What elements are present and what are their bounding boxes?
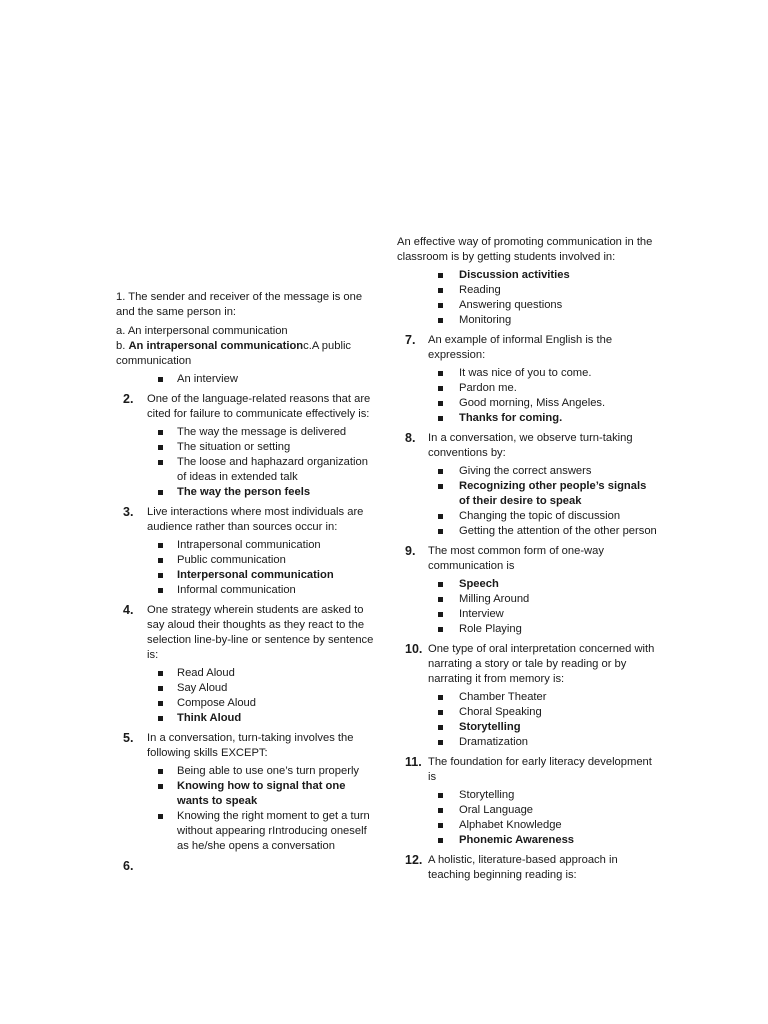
option-text: Giving the correct answers [459, 465, 592, 477]
question-text: In a conversation, we observe turn-taking conventions by: [428, 432, 633, 459]
option-item [397, 283, 659, 298]
question-7 [397, 333, 659, 426]
square-bullet-icon [116, 666, 177, 681]
square-bullet-icon [116, 696, 177, 711]
option-item [116, 568, 378, 583]
square-bullet-icon [397, 705, 459, 720]
option-text: It was nice of you to come. [459, 367, 592, 379]
question-text: One type of oral interpretation concerned with narrating a story or tale by reading or by narrating it from memory is: [428, 643, 655, 685]
question-options [116, 425, 378, 500]
option-item [397, 366, 659, 381]
question-row [397, 755, 659, 785]
question-text: One strategy wherein students are asked to say aloud their thoughts as they react to the selection line-by-line or sentence by sentence is: [147, 604, 374, 661]
option-item [116, 666, 378, 681]
square-bullet-icon [116, 425, 177, 440]
question-1-option-a: a. An interpersonal communication [116, 325, 288, 337]
option-item [116, 711, 378, 726]
option-b-rest: c.A public communication [116, 340, 352, 367]
question-row [397, 333, 659, 363]
question-10 [397, 642, 659, 750]
option-text: Alphabet Knowledge [459, 819, 562, 831]
option-item [397, 509, 659, 524]
square-bullet-icon [397, 298, 459, 313]
option-item [116, 485, 378, 500]
option-text: Phonemic Awareness [459, 834, 575, 846]
square-bullet-icon [116, 538, 177, 553]
intro-question-options [397, 268, 659, 328]
option-text: Reading [459, 284, 501, 296]
square-bullet-icon [116, 485, 177, 500]
question-text: A holistic, literature-based approach in teaching beginning reading is: [428, 854, 618, 881]
option-item [116, 372, 378, 387]
question-row [397, 431, 659, 461]
square-bullet-icon [116, 455, 177, 485]
option-item [116, 696, 378, 711]
option-item [397, 396, 659, 411]
option-text: Storytelling [459, 789, 515, 801]
question-options [397, 788, 659, 848]
question-number: 8. [405, 431, 416, 445]
option-text: Discussion activities [459, 269, 570, 281]
option-text: The loose and haphazard organization of ideas in extended talk [177, 456, 368, 483]
question-row [397, 853, 659, 883]
square-bullet-icon [397, 690, 459, 705]
question-2 [116, 392, 378, 500]
option-item [397, 803, 659, 818]
option-item [397, 788, 659, 803]
question-number: 12. [405, 853, 423, 867]
option-text: Changing the topic of discussion [459, 510, 621, 522]
option-text: Pardon me. [459, 382, 517, 394]
option-item [397, 381, 659, 396]
option-item [397, 411, 659, 426]
square-bullet-icon [397, 788, 459, 803]
option-text: Chamber Theater [459, 691, 547, 703]
question-number: 7. [405, 333, 416, 347]
square-bullet-icon [116, 568, 177, 583]
option-item [397, 479, 659, 509]
option-text: Think Aloud [177, 712, 242, 724]
option-text: Recognizing other people’s signals of their desire to speak [459, 480, 647, 507]
square-bullet-icon [397, 396, 459, 411]
question-options [397, 577, 659, 637]
option-item [397, 720, 659, 735]
option-text: Being able to use one’s turn properly [177, 765, 360, 777]
option-item [397, 607, 659, 622]
question-5 [116, 731, 378, 854]
option-text: An interview [177, 373, 238, 385]
question-12 [397, 853, 659, 883]
square-bullet-icon [397, 833, 459, 848]
option-text: Knowing the right moment to get a turn without appearing rIntroducing oneself as he/she opens a conversation [177, 810, 370, 852]
question-number: 5. [123, 731, 134, 745]
option-text: Choral Speaking [459, 706, 542, 718]
option-item [397, 735, 659, 750]
question-options [397, 464, 659, 539]
square-bullet-icon [397, 366, 459, 381]
option-text: Oral Language [459, 804, 534, 816]
option-item [116, 809, 378, 854]
square-bullet-icon [116, 553, 177, 568]
option-item [397, 705, 659, 720]
question-number: 6. [123, 859, 134, 873]
option-item [116, 764, 378, 779]
option-item [397, 268, 659, 283]
option-text: Dramatization [459, 736, 529, 748]
option-text: Thanks for coming. [459, 412, 563, 424]
square-bullet-icon [116, 809, 177, 854]
option-text: Intrapersonal communication [177, 539, 321, 551]
question-number: 11. [405, 755, 422, 769]
square-bullet-icon [397, 577, 459, 592]
option-text: Role Playing [459, 623, 522, 635]
option-item [397, 818, 659, 833]
question-text: The most common form of one-way communication is [428, 545, 604, 572]
question-text: One of the language-related reasons that are cited for failure to communicate effectively is: [147, 393, 371, 420]
question-row [116, 392, 378, 422]
question-1 [116, 290, 378, 387]
option-text: The situation or setting [177, 441, 291, 453]
question-8 [397, 431, 659, 539]
square-bullet-icon [397, 464, 459, 479]
square-bullet-icon [116, 711, 177, 726]
square-bullet-icon [397, 818, 459, 833]
question-6 [116, 859, 378, 874]
square-bullet-icon [397, 381, 459, 396]
square-bullet-icon [397, 607, 459, 622]
square-bullet-icon [116, 681, 177, 696]
question-number: 10. [405, 642, 423, 656]
question-text: An example of informal English is the expression: [428, 334, 613, 361]
right-question-list [397, 333, 659, 883]
option-item [397, 577, 659, 592]
square-bullet-icon [397, 283, 459, 298]
option-text: The way the person feels [177, 486, 311, 498]
option-text: Speech [459, 578, 499, 590]
question-row [116, 505, 378, 535]
question-text [147, 859, 378, 874]
square-bullet-icon [397, 268, 459, 283]
square-bullet-icon [397, 735, 459, 750]
option-item [116, 440, 378, 455]
left-question-list [116, 392, 378, 874]
option-b-answer: An intrapersonal communication [128, 340, 304, 352]
option-item [116, 538, 378, 553]
option-item [116, 425, 378, 440]
option-item [397, 313, 659, 328]
question-row [116, 731, 378, 761]
question-options [116, 538, 378, 598]
question-text: The foundation for early literacy development is [428, 756, 652, 783]
option-text: Milling Around [459, 593, 530, 605]
square-bullet-icon [397, 479, 459, 509]
option-text: Informal communication [177, 584, 296, 596]
left-column [116, 290, 378, 874]
square-bullet-icon [397, 524, 459, 539]
question-1-option-b [116, 339, 378, 369]
question-number: 4. [123, 603, 134, 617]
square-bullet-icon [116, 779, 177, 809]
question-number: 9. [405, 544, 416, 558]
option-text: The way the message is delivered [177, 426, 347, 438]
question-row [397, 544, 659, 574]
square-bullet-icon [116, 583, 177, 598]
option-b-prefix: b. [116, 340, 129, 352]
question-3 [116, 505, 378, 598]
square-bullet-icon [397, 803, 459, 818]
option-item [116, 455, 378, 485]
square-bullet-icon [116, 440, 177, 455]
option-text: Interview [459, 608, 504, 620]
option-item [397, 592, 659, 607]
option-item [397, 690, 659, 705]
question-number: 2. [123, 392, 134, 406]
question-row [116, 859, 378, 874]
option-text: Knowing how to signal that one wants to speak [177, 780, 346, 807]
question-row [397, 642, 659, 687]
square-bullet-icon [116, 372, 177, 387]
option-item [397, 464, 659, 479]
option-text: Say Aloud [177, 682, 228, 694]
intro-question-text: An effective way of promoting communication in the classroom is by getting students involved in: [397, 236, 653, 263]
intro-question [397, 235, 659, 328]
question-4 [116, 603, 378, 726]
option-text: Answering questions [459, 299, 563, 311]
question-options [397, 366, 659, 426]
question-11 [397, 755, 659, 848]
question-options [116, 764, 378, 854]
question-options [397, 690, 659, 750]
option-item [116, 779, 378, 809]
question-9 [397, 544, 659, 637]
option-text: Storytelling [459, 721, 521, 733]
option-text: Good morning, Miss Angeles. [459, 397, 606, 409]
option-text: Monitoring [459, 314, 512, 326]
square-bullet-icon [116, 764, 177, 779]
question-1-text: 1. The sender and receiver of the message is one and the same person in: [116, 291, 363, 318]
option-item [397, 622, 659, 637]
option-item [397, 833, 659, 848]
square-bullet-icon [397, 592, 459, 607]
square-bullet-icon [397, 720, 459, 735]
square-bullet-icon [397, 313, 459, 328]
option-item [116, 681, 378, 696]
option-text: Getting the attention of the other person [459, 525, 657, 537]
option-item [397, 298, 659, 313]
question-text: In a conversation, turn-taking involves the following skills EXCEPT: [147, 732, 354, 759]
option-text: Public communication [177, 554, 286, 566]
square-bullet-icon [397, 622, 459, 637]
option-item [397, 524, 659, 539]
option-text: Interpersonal communication [177, 569, 334, 581]
question-text: Live interactions where most individuals are audience rather than sources occur in: [147, 506, 364, 533]
question-row [116, 603, 378, 663]
option-item [116, 583, 378, 598]
option-item [116, 553, 378, 568]
right-column [397, 235, 659, 883]
question-1-options [116, 372, 378, 387]
square-bullet-icon [397, 411, 459, 426]
square-bullet-icon [397, 509, 459, 524]
question-options [116, 666, 378, 726]
question-number: 3. [123, 505, 134, 519]
option-text: Read Aloud [177, 667, 235, 679]
option-text: Compose Aloud [177, 697, 256, 709]
